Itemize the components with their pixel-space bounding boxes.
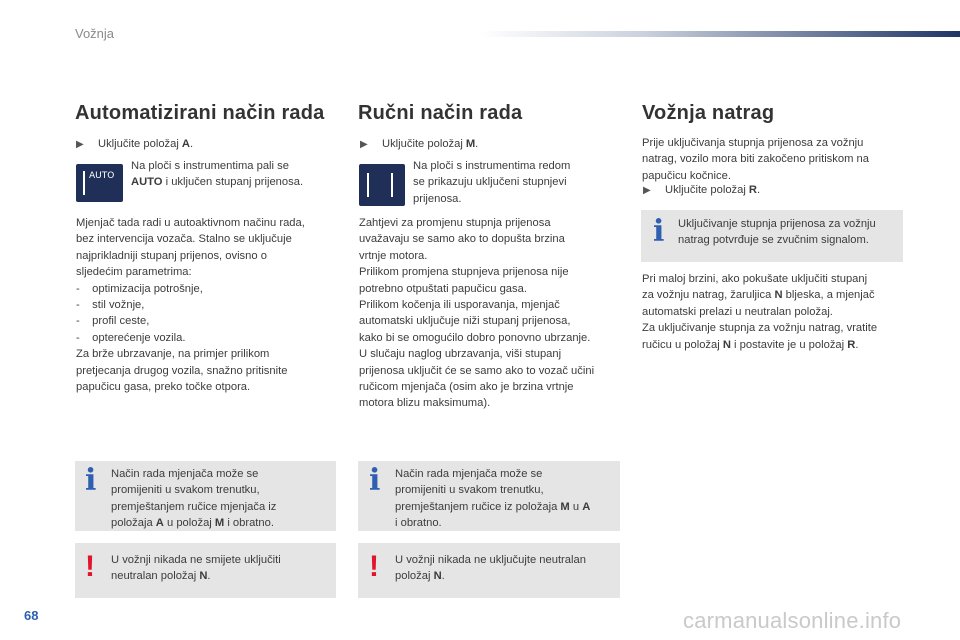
info-text: i obratno. xyxy=(224,517,274,530)
info-line: Način rada mjenjača može se xyxy=(111,468,259,480)
col1-body xyxy=(76,215,346,395)
body-text: ručicu u položaj xyxy=(642,338,723,351)
col1-body-line: pretjecanja drugog vozila, snažno pritisnite xyxy=(76,364,288,377)
body-text: bljeska, a mjenjač xyxy=(782,289,875,302)
col1-display-line-2-text: i uključen stupanj prijenosa. xyxy=(162,176,304,189)
col1-body-line: sljedećim parametrima: xyxy=(76,266,192,279)
col3-body-line: Za uključivanje stupnja za vožnju natrag, vratite xyxy=(642,322,878,335)
instrument-display-auto xyxy=(76,164,123,202)
warning-text: . xyxy=(441,570,445,583)
info-key: A xyxy=(155,517,164,530)
col1-step xyxy=(76,138,193,150)
col3-intro xyxy=(642,135,912,184)
info-line: Uključivanje stupnja prijenosa za vožnju xyxy=(678,218,876,230)
col1-display-line-2 xyxy=(131,174,341,190)
info-text: u položaj xyxy=(163,517,215,530)
watermark: carmanualsonline.info xyxy=(683,608,902,633)
col1-title: Automatizirani način rada xyxy=(75,102,325,124)
col1-step-end: . xyxy=(189,138,194,150)
col3-info-text xyxy=(678,216,900,249)
col1-body-line: papučicu gasa, preko točke otpora. xyxy=(76,381,251,394)
col3-step xyxy=(643,184,760,196)
warning-key: N xyxy=(433,570,442,583)
warning-icon: ! xyxy=(85,550,95,583)
info-icon: i xyxy=(85,463,97,498)
body-key: R xyxy=(847,338,856,351)
info-icon: i xyxy=(369,463,381,498)
col2-step-text: Uključite položaj xyxy=(382,138,463,150)
col2-body-line: Prilikom promjena stupnjeva prijenosa nije xyxy=(359,266,569,279)
col1-warning-text xyxy=(111,552,331,585)
arrow-icon: ▶ xyxy=(360,139,368,150)
warning-line: U vožnji nikada ne uključujte neutralan xyxy=(395,554,586,566)
col2-body-line: automatski uključuje niži stupanj prijenosa, xyxy=(359,315,571,328)
col3-step-key: R xyxy=(748,184,757,196)
warning-text: neutralan položaj xyxy=(111,570,200,583)
col1-display-text xyxy=(131,158,341,191)
col2-info-text xyxy=(395,466,617,532)
col1-step-key: A xyxy=(181,138,190,150)
col3-info-box xyxy=(641,210,903,262)
auto-display-label: AUTO xyxy=(89,171,115,181)
col2-warning-text xyxy=(395,552,617,585)
body-key: N xyxy=(722,338,731,351)
info-line xyxy=(395,499,617,515)
col3-body-line: Pri maloj brzini, ako pokušate uključiti stupanj xyxy=(642,273,868,285)
col2-display-text xyxy=(413,158,613,207)
col1-body-line: Za brže ubrzavanje, na primjer prilikom xyxy=(76,348,270,361)
warning-text: . xyxy=(207,570,211,583)
warning-line xyxy=(395,568,617,584)
col1-step-text: Uključite položaj xyxy=(98,138,179,150)
col2-body-line: uvažavaju se samo ako to dopušta brzina xyxy=(359,233,565,246)
col3-body-line xyxy=(642,337,917,353)
list-item: - stil vožnje, xyxy=(76,299,145,312)
info-line: natrag potvrđuje se zvučnim signalom. xyxy=(678,234,869,247)
info-text: u xyxy=(569,500,583,513)
warning-key: N xyxy=(199,570,208,583)
info-line: Način rada mjenjača može se xyxy=(395,468,543,480)
col2-display-line: Na ploči s instrumentima redom xyxy=(413,160,571,172)
col3-body-line: automatski prelazi u neutralan položaj. xyxy=(642,305,833,318)
gear-bar-icon xyxy=(83,171,85,195)
warning-text: položaj xyxy=(395,570,434,583)
list-item: - profil ceste, xyxy=(76,315,150,328)
arrow-icon: ▶ xyxy=(643,185,651,196)
col2-display-line: prijenosa. xyxy=(413,192,462,205)
warning-line: U vožnji nikada ne smijete uključiti xyxy=(111,554,281,566)
info-key: A xyxy=(582,500,591,513)
page-section-title: Vožnja xyxy=(75,26,115,41)
col2-body-line: vrtnje motora. xyxy=(359,249,428,262)
col2-body-line: Prilikom kočenja ili usporavanja, mjenjač xyxy=(359,299,560,312)
col3-title: Vožnja natrag xyxy=(642,102,775,124)
list-item: - opterećenje vozila. xyxy=(76,331,186,344)
body-text: i postavite je u položaj xyxy=(730,338,848,351)
instrument-display-manual xyxy=(359,164,405,206)
info-text: premještanjem ručice iz položaja xyxy=(395,500,561,513)
col2-display-line: se prikazuju uključeni stupnjevi xyxy=(413,176,567,189)
col3-step-end: . xyxy=(756,184,761,196)
col2-body-line: kako bi se omogućilo dobro ponovno ubrzanje. xyxy=(359,331,591,344)
col2-body-line: prijenosa uključit će se samo ako to vozač učini xyxy=(359,364,595,377)
col2-body-line: Zahtjevi za promjenu stupnja prijenosa xyxy=(359,217,551,229)
col3-step-text: Uključite položaj xyxy=(665,184,746,196)
col1-warning-box xyxy=(75,543,336,598)
col2-step xyxy=(360,138,478,150)
info-key: M xyxy=(214,517,225,530)
body-text: . xyxy=(855,338,859,351)
col2-body-line: U slučaju naglog ubrzavanja, viši stupanj xyxy=(359,348,562,361)
header-gradient-bar xyxy=(480,31,960,37)
list-item: - optimizacija potrošnje, xyxy=(76,282,203,295)
warning-icon: ! xyxy=(369,550,379,583)
col3-body xyxy=(642,271,917,353)
auto-bold-text: AUTO xyxy=(131,176,163,189)
col2-step-key: M xyxy=(465,138,476,150)
col2-step-end: . xyxy=(475,138,479,150)
col1-info-box xyxy=(75,461,336,531)
info-line: premještanjem ručice mjenjača iz xyxy=(111,500,277,513)
info-line: i obratno. xyxy=(395,517,442,530)
col2-body-line: potrebno otpuštati papučicu gasa. xyxy=(359,282,527,295)
info-line xyxy=(111,515,331,531)
col2-body-line: ručicom mjenjača (osim ako je brzina vrtnje xyxy=(359,381,574,394)
col3-intro-line: papučicu kočnice. xyxy=(642,169,731,182)
col1-body-line: bez intervencija vozača. Stalno se uključuje xyxy=(76,233,292,246)
col1-display-line-1: Na ploči s instrumentima pali se xyxy=(131,160,289,172)
body-key: N xyxy=(774,289,783,302)
arrow-icon: ▶ xyxy=(76,139,84,150)
gear-bar-icon xyxy=(391,173,393,197)
col1-body-line: najprikladniji stupanj prijenos, ovisno o xyxy=(76,249,267,262)
info-key: M xyxy=(560,500,570,513)
col2-warning-box xyxy=(358,543,620,598)
info-line: promijeniti u svakom trenutku, xyxy=(111,484,260,497)
col2-title: Ručni način rada xyxy=(358,102,523,124)
warning-line xyxy=(111,568,331,584)
info-icon: i xyxy=(653,214,665,249)
info-line: promijeniti u svakom trenutku, xyxy=(395,484,544,497)
col1-body-line: Mjenjač tada radi u autoaktivnom načinu rada, xyxy=(76,217,305,229)
col3-body-line xyxy=(642,287,917,303)
body-text: za vožnju natrag, žaruljica xyxy=(642,289,775,302)
page-number: 68 xyxy=(24,608,39,623)
col2-info-box xyxy=(358,461,620,531)
col3-intro-line: Prije uključivanja stupnja prijenosa za vožnju xyxy=(642,137,864,149)
col1-info-text xyxy=(111,466,331,532)
gear-bar-icon xyxy=(367,173,369,197)
col2-body-line: motora blizu maksimuma). xyxy=(359,397,491,410)
col3-intro-line: natrag, vozilo mora biti zakočeno pritiskom na xyxy=(642,153,869,166)
col2-body xyxy=(359,215,629,412)
info-text: položaja xyxy=(111,517,156,530)
